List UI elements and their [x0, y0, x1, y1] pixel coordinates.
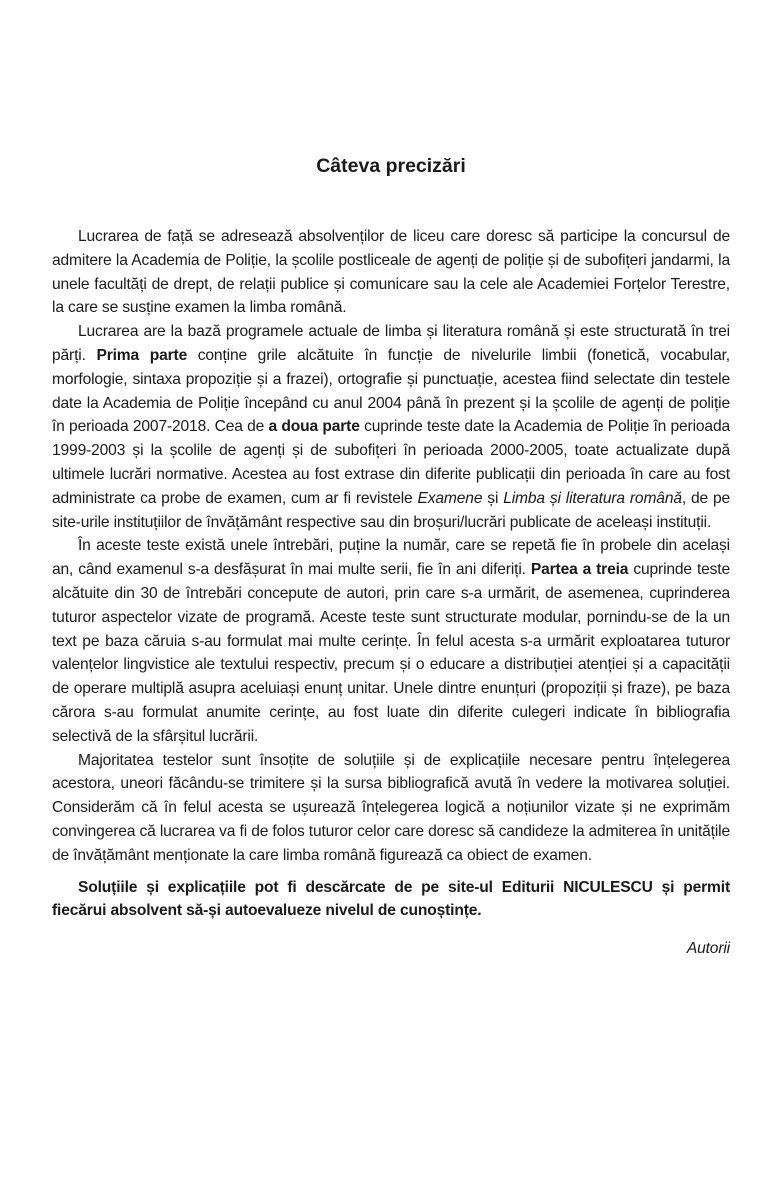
highlight-first-part: Prima parte [96, 346, 188, 364]
journal-title-limba: Limba și literatura română [503, 489, 682, 507]
paragraph-solutions: Majoritatea testelor sunt însoțite de soluțiile și de explicațiile necesare pentru înțelegerea acestora, uneori făcându-se trimitere și la sursa bibliografică avută în vedere la motivarea soluției. Considerăm că în felul acesta se ușurează înțelegerea logică a noțiunilor vizate și ne exprimăm convingerea că lucrarea va fi de folos tuturor celor care doresc să candideze la admiterea în unitățile de învățământ menționate la care limba română figurează ca obiect de examen. [52, 751, 730, 864]
paragraph-structure-text-5: , de pe site-urile instituțiilor de învățământ respective sau din broșuri/lucrări publicate de aceleași instituții. [52, 489, 731, 531]
signature: Autorii [686, 940, 730, 958]
paragraph-intro: Lucrarea de față se adresează absolvenților de liceu care doresc să participe la concursul de admitere la Academia de Poliție, la școlile postliceale de agenți de poliție și de subofițeri jandarmi, la unele facultăți de drept, de relații publice și comunicare sau la cele ale Academiei Forțelor Terestre, la care se susține examen la limba română. [52, 228, 730, 317]
paragraph-structure-text-3: cuprinde teste date la Academia de Poliție în perioada 1999-2003 și la școlile de agenți și de subofițeri în perioada 2000-2005, toate actualizate după ultimele lucrări normative. Acestea au fost extrase din diferite publicații din perioada în care au fost administrate ca probe de examen, cum ar fi revistele [52, 418, 730, 507]
highlight-third-part: Partea a treia [530, 561, 629, 579]
document-body [52, 225, 730, 961]
paragraph-third-part [52, 534, 730, 748]
closing-note: Soluțiile și explicațiile pot fi descărcate de pe site-ul Editurii NICULESCU și permit fiecărui absolvent să-și autoevalueze nivelul de cunoștințe. [52, 878, 730, 920]
page-title: Câteva precizări [316, 155, 466, 177]
highlight-second-part: a doua parte [268, 418, 360, 436]
paragraph-structure-text-1: Lucrarea are la bază programele actuale de limba și literatura română și este structurată în trei părți. [52, 323, 730, 364]
paragraph-third-part-text-1: În aceste teste există unele întrebări, puține la număr, care se repetă fie în probele din același an, când examenul s-a desfășurat în mai multe serii, fie în ani diferiți. [52, 537, 730, 579]
journal-title-examene: Examene [417, 489, 483, 507]
paragraph-structure-text-4: și [487, 489, 499, 507]
paragraph-structure-text-2: conține grile alcătuite în funcție de nivelurile limbii (fonetică, vocabular, morfologie, sintaxa propoziție și a frazei), ortografie și punctuație, acestea fiind selectate din testele date la Academia de Poliție începând cu anul 2004 până în prezent și la școlile de agenți de poliție în perioada 2007-2018. Cea de [52, 346, 730, 436]
document-page [52, 0, 730, 1200]
paragraph-structure [52, 320, 730, 534]
paragraph-third-part-text-2: cuprinde teste alcătuite din 30 de întrebări concepute de autori, prin care s-a urmărit, de asemenea, cuprinderea tuturor aspectelor vizate de programă. Aceste teste sunt structurate modular, pornindu-se de la un text pe baza căruia s-au formulat mai multe cerințe. În felul acesta s-a urmărit exploatarea tuturor valențelor lingvistice ale textului respectiv, precum și o educare a distribuției atenției și a capacității de operare multiplă asupra aceluiași enunț unitar. Unele dintre enunțuri (propoziții și fraze), pe baza cărora s-au formulat anumite cerințe, au fost luate din diferite culegeri indicate în bibliografia selectivă de la sfârșitul lucrării. [52, 561, 731, 745]
